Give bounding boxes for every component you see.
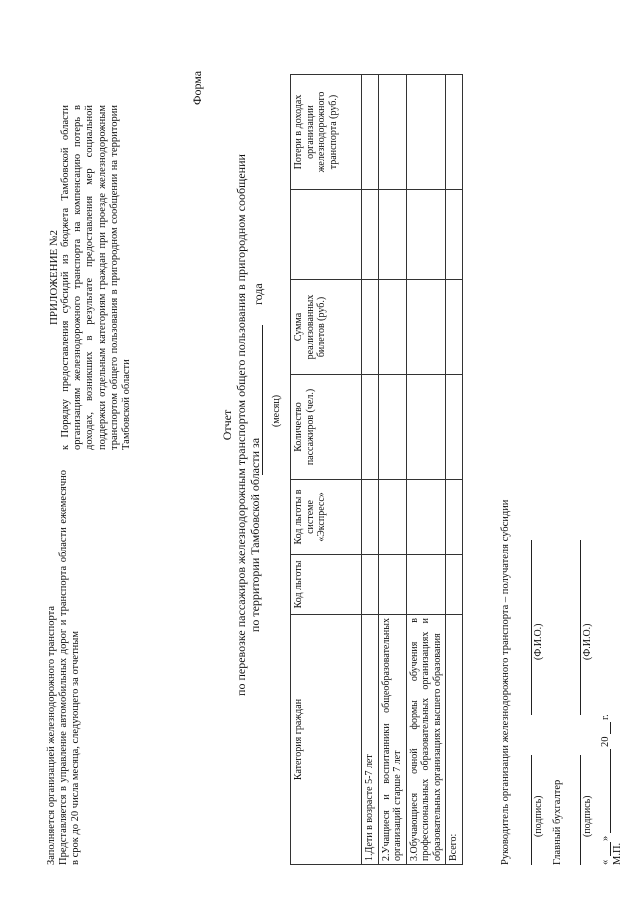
filled-by-note	[46, 470, 83, 865]
table-cell	[406, 75, 446, 190]
report-region-line: по территории Тамбовской области за	[248, 437, 262, 633]
table-cell	[446, 190, 463, 280]
stamp-label: М.П.	[612, 842, 623, 865]
header-category: Категория граждан	[291, 615, 362, 865]
row-category: 1.Дети в возрасте 5-7 лет	[362, 615, 379, 865]
table-cell	[362, 375, 379, 480]
table-cell	[446, 375, 463, 480]
header-ticket-sum: Сумма реализованных билетов (руб.)	[291, 280, 362, 375]
table-cell	[446, 555, 463, 615]
table-cell	[406, 375, 446, 480]
table-cell	[362, 75, 379, 190]
accountant-signature-hint: (подпись)	[582, 795, 593, 837]
header-passengers: Количество пассажиров (чел.)	[291, 375, 362, 480]
head-name-hint: (Ф.И.О.)	[533, 623, 544, 660]
table-header-row	[291, 75, 362, 865]
chief-accountant-label: Главный бухгалтер	[552, 779, 563, 865]
head-of-organization-label: Руководитель организации железнодорожного транспорта – получателя субсидии	[500, 499, 511, 865]
date-open-quote: «	[600, 859, 611, 865]
table-cell	[378, 280, 406, 375]
accountant-signature-line	[580, 755, 581, 865]
date-year-suffix: г.	[600, 714, 611, 720]
appendix-text: к Порядку предоставления субсидий из бюджета Тамбовской области организациям железнодорожного транспорта на компенсацию потерь в доходах, возникших в результате предоставления мер социальной поддержки отдельным категориям граждан при проезде железнодорожным транспортом общего пользования в пригородном сообщении на территории Тамбовской области	[60, 105, 133, 450]
head-signature-line	[531, 755, 532, 865]
date-month-line	[610, 749, 611, 833]
report-table	[290, 74, 463, 865]
table-cell	[446, 280, 463, 375]
report-title-area	[220, 45, 262, 805]
table-cell	[406, 480, 446, 555]
header-express-code: Код льготы в системе «Экспресс»	[291, 480, 362, 555]
date-day-line	[610, 842, 611, 856]
table-row	[362, 75, 379, 865]
head-name-line	[531, 540, 532, 715]
table-cell	[378, 190, 406, 280]
table-cell	[362, 190, 379, 280]
header-benefit-code: Код льготы	[291, 555, 362, 615]
row-category: 2.Учащиеся и воспитанники общеобразовательных организаций старше 7 лет	[378, 615, 406, 865]
header-empty	[291, 190, 362, 280]
table-cell	[406, 555, 446, 615]
appendix-title: ПРИЛОЖЕНИЕ №2	[48, 229, 60, 326]
table-cell	[362, 480, 379, 555]
month-underline	[261, 325, 263, 475]
row-total: Всего:	[446, 615, 463, 865]
table-cell	[362, 280, 379, 375]
table-cell	[406, 190, 446, 280]
table-cell	[378, 375, 406, 480]
filled-by-line1: Заполняется организацией железнодорожного транспорта	[46, 605, 57, 865]
table-cell	[362, 555, 379, 615]
filled-by-line2: Представляется в управление автомобильных дорог и транспорта области ежемесячно в срок до 20 числа месяца, следующего за отчетным	[58, 470, 82, 865]
signature-area	[500, 45, 623, 865]
header-income-losses: Потери в доходах организации железнодорожного транспорта (руб.)	[291, 75, 362, 190]
table-row	[378, 75, 406, 865]
month-hint: (месяц)	[271, 394, 282, 427]
table-cell	[378, 555, 406, 615]
table-cell	[406, 280, 446, 375]
table-cell	[378, 480, 406, 555]
table-cell	[446, 75, 463, 190]
year-word: года	[251, 283, 265, 305]
report-title: Отчет	[220, 409, 234, 441]
table-row	[406, 75, 446, 865]
appendix-block	[48, 105, 133, 450]
accountant-name-line	[580, 540, 581, 715]
table-cell	[378, 75, 406, 190]
form-label: Форма	[190, 70, 204, 105]
date-year-line	[610, 722, 611, 734]
date-close-quote: »	[600, 835, 611, 841]
date-year-prefix: 20	[600, 736, 611, 747]
row-category: 3.Обучающиеся очной формы обучения в профессиональных образовательных организациях и образовательных организациях высшего образования	[406, 615, 446, 865]
head-signature-hint: (подпись)	[533, 795, 544, 837]
accountant-name-hint: (Ф.И.О.)	[582, 623, 593, 660]
report-subtitle: по перевозке пассажиров железнодорожным транспортом общего пользования в пригородном сообщении	[234, 154, 248, 696]
table-cell	[446, 480, 463, 555]
table-row	[446, 75, 463, 865]
